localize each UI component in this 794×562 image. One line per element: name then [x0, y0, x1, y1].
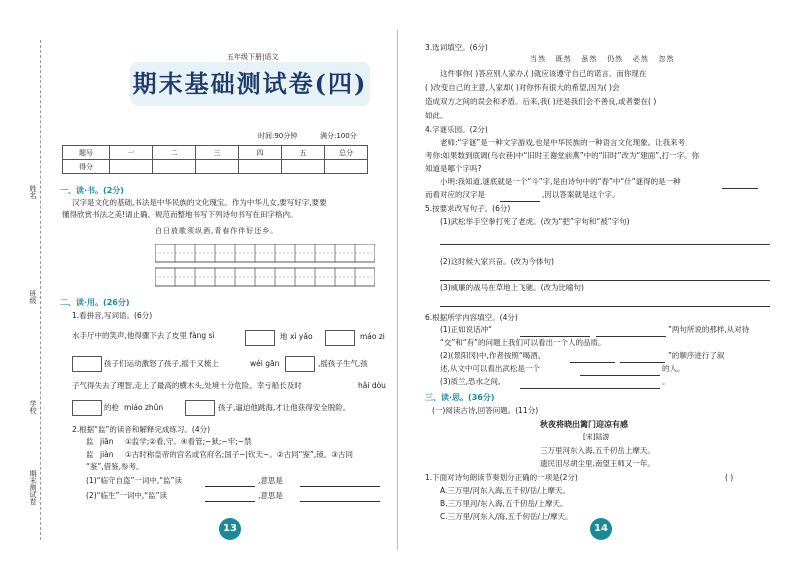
- q5a: (1)武松举手空拳打死了老虎。(改为“把”字句和“被”字句): [440, 217, 630, 226]
- writing-grid[interactable]: [155, 244, 375, 288]
- cell[interactable]: [153, 160, 196, 174]
- section-1-title: 一、读·书。(2分): [60, 186, 124, 195]
- q4d: 小明:我知道,谜底就是一个“斗”字,是由诗句中的“春”中“什”谜得的是一种: [440, 177, 681, 186]
- q4e: 而看对应的汉字是: [425, 190, 485, 199]
- cell: 总分: [325, 146, 368, 160]
- answer-line[interactable]: [440, 298, 770, 307]
- word-bank-item: 仍然: [607, 55, 624, 63]
- word-bank-item: 虽然: [581, 55, 598, 63]
- answer-box-2[interactable]: [325, 330, 355, 346]
- word-bank-item: 当然: [530, 55, 546, 63]
- score-header-row: [63, 146, 368, 160]
- s3-q4: 4.字谜乐园。(2分): [425, 125, 488, 134]
- s3-line4: 如此。: [425, 111, 448, 120]
- blank[interactable]: [520, 326, 590, 337]
- option-a[interactable]: A.三万里/河东入海,五千仞/岳/上摩天。: [440, 486, 570, 495]
- q2b-pinyin: jiàn: [100, 450, 114, 459]
- s2-line4b: 孩子,逼迫他跳海,才让他获得安全脱险。: [218, 403, 351, 412]
- answer-line[interactable]: [440, 236, 770, 245]
- blank[interactable]: [596, 326, 666, 337]
- word-bank-item: 忽然: [658, 55, 675, 63]
- word-bank-item: 必然: [632, 55, 649, 63]
- q2e: ,意思是: [258, 476, 283, 485]
- blank[interactable]: [300, 491, 380, 502]
- name-label: 姓名: [29, 185, 37, 199]
- blank[interactable]: [620, 352, 665, 363]
- q6i: 。: [662, 377, 670, 386]
- q4a: 老师:“字谜”是一种文字游戏,也是中华民族的一种语言文化现象。让我来考: [440, 138, 686, 147]
- pinyin-4: wéi gān: [250, 359, 280, 368]
- cell[interactable]: [239, 160, 282, 174]
- cell[interactable]: [110, 160, 153, 174]
- s4-q1: 1.下面对诗句朗读节奏划分正确的一项是(2分): [425, 473, 578, 482]
- cell: 三: [196, 146, 239, 160]
- q2g: ,意思是: [258, 491, 283, 500]
- q6c: “交”和“有”的问题上我们可以看出一个人的品质。: [440, 338, 606, 347]
- class-label: 班级: [29, 290, 37, 304]
- page-number-left: 13: [219, 518, 241, 540]
- cell: 五: [282, 146, 325, 160]
- grade-tag: 五年级下册|语文: [227, 53, 279, 61]
- q2f: (2)“临生”一词中,“监”读: [86, 491, 168, 500]
- s3-q3: 3.选词填空。(6分): [425, 43, 488, 52]
- blank[interactable]: [500, 191, 540, 202]
- q2b-char: 监: [86, 450, 94, 459]
- blank[interactable]: [570, 352, 615, 363]
- q2c: “鉴”,借鉴,参考。: [86, 462, 144, 471]
- blank[interactable]: [300, 476, 380, 487]
- pinyin-1: fàng sì: [189, 331, 215, 340]
- q6g: 的人。: [662, 364, 685, 373]
- cell: 二: [153, 146, 196, 160]
- q6f: 述,从文中可以看出武松是一个: [440, 364, 540, 373]
- s3-line2: ( )改变自己的主意,人家却( )对你怀有很大的希望,因为( )会: [425, 83, 620, 92]
- q2a-char: 监: [86, 437, 94, 446]
- s2-line1b: 地: [280, 332, 288, 341]
- time-label: 时间:90分钟: [258, 132, 298, 140]
- q4c: 知道是哪个字吗?: [425, 164, 482, 173]
- pinyin-5: hǎi dòu: [358, 381, 386, 390]
- blank[interactable]: [580, 365, 660, 376]
- section-2-title: 二、读·用。(26分): [60, 298, 130, 307]
- option-b[interactable]: B.三万里河/东入海,五千仞岳/上摩天。: [440, 499, 568, 508]
- poem-line: 遗民泪尽胡尘里,南望王师又一年。: [540, 459, 655, 468]
- cell: 一: [110, 146, 153, 160]
- s1-para1: 汉字是文化的基础,书法是中华民族的文化瑰宝。作为中华儿女,要写好字,要要: [72, 198, 327, 207]
- binding-line: [40, 40, 41, 540]
- score-label: 满分:100分: [320, 132, 357, 140]
- answer-line[interactable]: [440, 272, 770, 281]
- page-title: 期末基础测试卷(四): [132, 69, 368, 98]
- q2b-def: ①古时称皇帝的宫名或官府名;国子~|钦天~。②古同“鉴”,镜。③古同: [125, 450, 353, 459]
- s2-line4a: 的枪: [104, 403, 119, 412]
- answer-box-6[interactable]: [185, 400, 215, 416]
- poem-line: 三万里河东入海,五千仞岳上摩天。: [540, 446, 655, 455]
- s2-line1a: 水手厅中的笑声,他得骤下去了皮里: [72, 331, 187, 340]
- q6a: (1)正如说话冲“: [440, 325, 493, 334]
- page-number-right: 14: [590, 518, 612, 540]
- pinyin-6: miáo zhǔn: [124, 403, 164, 412]
- page-divider: [397, 30, 398, 550]
- s3-line3: 造成双方之间的误会和矛盾。后来,我( )还是我们会不善良,或者要在( ): [425, 97, 657, 106]
- s2-line2: 孩子们运动激怒了孩子,摇于又梳上: [104, 359, 219, 368]
- blank[interactable]: [722, 178, 758, 189]
- poem-title: 秋夜将晓出篱门迎凉有感: [540, 420, 628, 429]
- cell: 四: [239, 146, 282, 160]
- q4f: ,因以答案就是这个字。: [542, 190, 620, 199]
- cell[interactable]: [196, 160, 239, 174]
- q5b: (2)这时候大家兴奋。(改为今体句): [440, 257, 554, 266]
- q6d: (2)(景阳冈)中,作者按照“喝酒、: [440, 351, 546, 360]
- answer-box-5[interactable]: [72, 400, 102, 416]
- score-row: [63, 160, 368, 174]
- s3-line1: 这件事你( )答应别人家办,( )就应该遵守自己的诺言。而你现在: [440, 69, 647, 78]
- q6b: ”两句所说的那样,从对待: [668, 325, 750, 334]
- pinyin-3: máo zi: [360, 332, 385, 341]
- s2-line2b: ,摇孩子生气,孩: [318, 359, 368, 368]
- s4-q0: (一)阅读古诗,回答问题。(11分): [432, 406, 539, 415]
- option-c[interactable]: C.三万里/河东入/海,五千仞岳/上/摩天。: [440, 512, 573, 521]
- q2a-def: ①监学;②看,守。④看管;~狱;~牢;~禁: [125, 437, 252, 446]
- word-bank-item: 既然: [555, 55, 572, 63]
- s2-q2: 2.根据“监”的读音和解释完成练习。(4分): [72, 425, 211, 434]
- word-bank: [530, 54, 674, 64]
- answer-paren[interactable]: ( ): [725, 473, 734, 482]
- cell: 得分: [63, 160, 110, 174]
- s3-q5: 5.按要求改写句子。(6分): [425, 204, 511, 213]
- section-3-title: 三、读·思。(36分): [425, 393, 495, 402]
- school-label: 学校: [29, 400, 37, 414]
- q6h: (3)质兰,恐水之间,: [440, 377, 501, 386]
- s2-line3: 子气得失去了理智,走上了最高的横木头,处境十分危险。幸亏船长及时: [72, 381, 302, 390]
- s1-para2: 懂得欣赏书法之美!请止确、规范而整地书写下列诗句书写在田字格内。: [62, 210, 298, 219]
- cell[interactable]: [282, 160, 325, 174]
- q4b: 考你:如果数到底调(乌衣巷)中“旧时王谢堂前燕”中的“旧时”改为“建面”,打一字。你: [425, 151, 700, 160]
- q2a-pinyin: jiān: [100, 437, 114, 446]
- s2-q1: 1.看拼音,写词语。(6分): [72, 311, 153, 320]
- q6e: ”的顺序进行了叙: [668, 351, 725, 360]
- answer-box-3[interactable]: [72, 356, 102, 372]
- blank[interactable]: [205, 491, 255, 502]
- s1-poem: 白日放歌须纵酒,青春作伴好还乡。: [155, 227, 279, 235]
- side-title: 期末测试卷: [29, 470, 37, 505]
- s3-q6: 6.根据所学内容填空。(4分): [425, 313, 518, 322]
- poem-author: [宋]陆游: [583, 433, 610, 441]
- q5c: (3)威廉的战马在草地上飞驰。(改为比喻句): [440, 283, 584, 292]
- cell: 题号: [63, 146, 110, 160]
- score-table: [62, 145, 368, 174]
- q2d: (1)“临守自盗”一词中,“监”读: [86, 476, 183, 485]
- pinyin-2: xì yǎo: [290, 332, 313, 341]
- blank[interactable]: [520, 378, 660, 389]
- cell[interactable]: [325, 160, 368, 174]
- answer-box-1[interactable]: [245, 330, 275, 346]
- blank[interactable]: [205, 476, 255, 487]
- answer-box-4[interactable]: [285, 356, 315, 372]
